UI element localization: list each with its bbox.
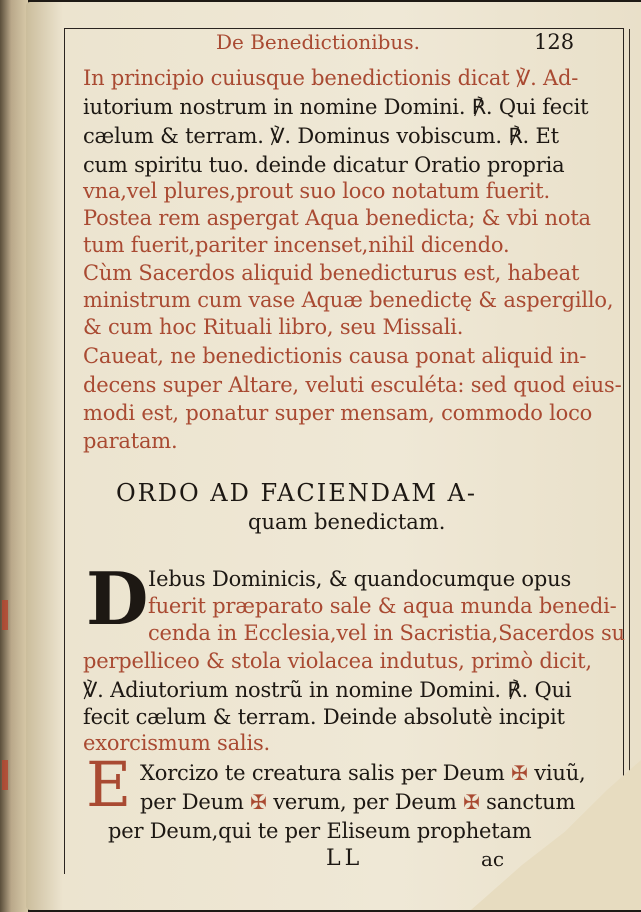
intro-line: & cum hoc Rituali libro, seu Missali. xyxy=(83,315,464,339)
body-line xyxy=(140,788,575,818)
intro-line: cum spiritu tuo. deinde dicatur Oratio propria xyxy=(83,153,565,177)
book-page xyxy=(26,2,641,910)
body-line: cenda in Ecclesia,vel in Sacristia,Sacerdos su xyxy=(148,621,625,645)
section-heading-continuation: quam benedictam. xyxy=(248,510,446,534)
intro-line: paratam. xyxy=(83,429,178,453)
signature-mark: LL xyxy=(326,846,364,871)
left-rule xyxy=(64,29,65,874)
intro-line: vna,vel plures,prout suo loco notatum fuerit. xyxy=(83,179,550,203)
intro-line: cælum & terram. ℣. Dominus vobiscum. ℟. Et xyxy=(83,124,559,148)
right-rule-outer xyxy=(629,29,630,874)
right-rule xyxy=(623,29,624,874)
intro-line: Postea rem aspergat Aqua benedicta; & vbi nota xyxy=(83,206,591,230)
drop-cap-d: D xyxy=(86,556,149,641)
cross-icon: ✠ xyxy=(250,790,267,814)
body-line xyxy=(140,759,586,789)
intro-line: Cùm Sacerdos aliquid benedicturus est, habeat xyxy=(83,261,580,285)
intro-line: modi est, ponatur super mensam, commodo loco xyxy=(83,401,593,425)
body-line: fecit cælum & terram. Deinde absolutè incipit xyxy=(83,705,565,729)
intro-line: decens super Altare, veluti esculéta: sed quod eius- xyxy=(83,373,622,397)
intro-line: In principio cuiusque benedictionis dicat ℣. Ad- xyxy=(83,66,579,90)
body-line: Iebus Dominicis, & quandocumque opus xyxy=(148,567,572,591)
body-line: ℣. Adiutorium nostrũ in nomine Domini. ℟. Qui xyxy=(83,678,572,702)
body-line: exorcismum salis. xyxy=(83,731,271,755)
red-edge-mark xyxy=(2,600,8,630)
body-line: fuerit præparato sale & aqua munda benedi- xyxy=(148,594,617,618)
cross-icon: ✠ xyxy=(511,761,528,785)
intro-line: tum fuerit,pariter incenset,nihil dicendo. xyxy=(83,233,510,257)
body-line: per Deum,qui te per Eliseum prophetam xyxy=(108,819,532,843)
exorcism-text: viuũ, xyxy=(534,761,586,785)
page-number: 128 xyxy=(534,30,575,54)
cross-icon: ✠ xyxy=(463,790,480,814)
exorcism-text: per Deum xyxy=(140,790,244,814)
body-line: perpelliceo & stola violacea indutus, primò dicit, xyxy=(83,649,592,673)
running-head: De Benedictionibus. xyxy=(216,30,420,54)
intro-line: Caueat, ne benedictionis causa ponat aliquid in- xyxy=(83,344,587,368)
intro-line: iutorium nostrum in nomine Domini. ℟. Qui fecit xyxy=(83,95,589,119)
intro-line: ministrum cum vase Aquæ benedictę & aspergillo, xyxy=(83,288,614,312)
exorcism-text: Xorcizo te creatura salis per Deum xyxy=(140,761,505,785)
exorcism-text: verum, per Deum xyxy=(273,790,457,814)
catchword: ac xyxy=(481,847,505,871)
drop-cap-e: E xyxy=(86,748,132,821)
red-edge-mark xyxy=(2,760,8,790)
exorcism-text: sanctum xyxy=(486,790,576,814)
section-heading: ORDO AD FACIENDAM A- xyxy=(116,479,477,507)
facing-page-edge xyxy=(0,0,28,912)
